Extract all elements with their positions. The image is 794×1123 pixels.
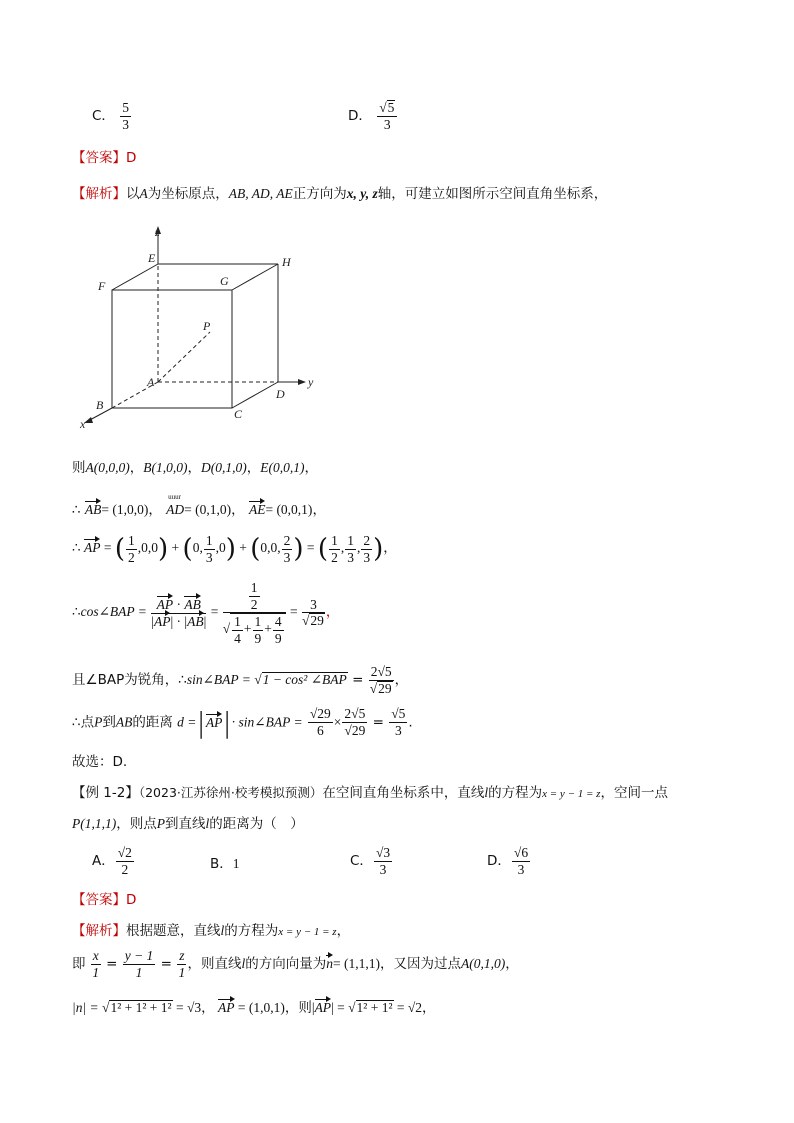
example-2-option-c: C． $\frac{√3}{3}$ xyxy=(350,845,391,877)
analysis-tag: 【解析】 xyxy=(72,186,126,202)
sin-line: 且∠BAP为锐角，∴sin∠BAP = √1 − cos² ∠BAP = $\frac{2√5}{√29}$ ， xyxy=(72,664,409,696)
option-d-label: D． xyxy=(348,108,372,125)
cos-result: $\frac{3}{√29}$ xyxy=(302,596,324,629)
example-tag: 【例 1-2】 xyxy=(72,785,139,801)
uuur-artifact: uuur xyxy=(168,493,182,501)
ap-line: ∴ AP = ( $\frac{1}{2}$ ,0,0) + (0, $\frac{1}{3}$ ,0) + (0,0, $\frac{2}{3}$ ) = ( $\frac{1}{2}$ , $\frac{1}{3}$ , $\frac{2}{3}$ )， xyxy=(72,533,397,565)
answer-value: D xyxy=(126,892,137,908)
y-arrow-icon xyxy=(298,379,306,385)
front-face xyxy=(112,290,232,408)
choose-line: 故选：D. xyxy=(72,754,128,770)
label-x: x xyxy=(80,417,86,431)
axes-list: x, y, z xyxy=(346,186,378,201)
answer-tag: 【答案】 xyxy=(72,150,126,166)
analysis-1: 【解析】以A为坐标原点，AB, AD, AE正方向为x, y, z轴，可建立如图所示空间直角坐标系， xyxy=(72,186,608,202)
example-source: （2023·江苏徐州·校考模拟预测） xyxy=(138,785,323,800)
coords-line: 则A(0,0,0)，B(1,0,0)，D(0,1,0)，E(0,0,1)， xyxy=(72,460,318,476)
segment-ap xyxy=(158,332,210,382)
edge-gh xyxy=(232,264,278,290)
label-b: B xyxy=(96,398,104,412)
answer-tag: 【答案】 xyxy=(72,892,126,908)
option-c xyxy=(92,100,132,132)
edge-fe xyxy=(112,264,158,290)
sin-result: $\frac{2√5}{√29}$ xyxy=(369,664,392,696)
option-c-label: C． xyxy=(92,108,115,125)
label-z: z xyxy=(155,225,160,239)
answer-2 xyxy=(72,888,136,908)
example-2-line-1: 【例 1-2】（2023·江苏徐州·校考模拟预测）在空间直角坐标系中，直线l的方程为x = y − 1 = z，空间一点 xyxy=(72,785,668,801)
label-y: y xyxy=(308,375,314,389)
analysis-2-line-1: 【解析】根据题意，直线l的方程为x = y − 1 = z， xyxy=(72,923,351,939)
vector-list: AB, AD, AE xyxy=(228,186,293,201)
analysis-2-line-3: |n| = √1² + 1² + 1² = √3， AP = (1,0,1)，则|AP| = √1² + 1² = √2， xyxy=(72,1000,436,1015)
label-a: A xyxy=(147,375,155,389)
example-2-option-d: D． $\frac{√6}{3}$ xyxy=(487,845,529,877)
option-d xyxy=(348,100,398,132)
example-2-option-b: B．1 xyxy=(210,856,240,872)
label-f: F xyxy=(98,279,106,293)
analysis-2-line-2: 即 $\frac{x}{1}$ = $\frac{y - 1}{1}$ = $\frac{z}{1}$ ，则直线l的方向向量为n= (1,1,1)，又因为过点A(0,1,0)， xyxy=(72,948,519,980)
x-arrow-icon xyxy=(84,417,93,423)
answer-1 xyxy=(72,146,136,166)
label-c: C xyxy=(234,407,243,421)
cos-fraction-2: $\frac{1}{2}$ √ $\frac{1}{4}$ + $\frac{1}{9}$ + $\frac{4}{9}$ xyxy=(223,580,286,646)
vectors-line: ∴ AB= (1,0,0)， uuur AD= (0,1,0)， AE= (0,0,1)， xyxy=(72,493,326,518)
answer-value: D xyxy=(126,150,137,166)
option-d-fraction: $\frac{√5}{3}$ xyxy=(377,100,397,132)
edge-cd xyxy=(232,382,278,408)
label-d: D xyxy=(276,387,285,401)
label-g: G xyxy=(220,274,229,288)
cos-line: ∴cos∠BAP = $\frac{AP \cdot AB}{|AP| \cdot |AB|}$ = $\frac{1}{2}$ √ $\frac{1}{4}$ + $\frac{1}{9}$ + $\frac{4}{9}$ = $\frac{3}{√29}$ ， xyxy=(72,580,340,646)
label-p: P xyxy=(203,319,211,333)
label-e: E xyxy=(148,251,156,265)
example-2-line-2: P(1,1,1)，则点P到直线l的距离为（ ） xyxy=(72,816,304,832)
label-h: H xyxy=(282,255,291,269)
cos-fraction-1: $\frac{AP \cdot AB}{|AP| \cdot |AB|}$ xyxy=(151,597,207,629)
example-2-option-a: A． $\frac{√2}{2}$ xyxy=(92,845,132,877)
analysis-tag: 【解析】 xyxy=(72,923,126,939)
option-c-fraction: $\frac{5}{3}$ xyxy=(122,100,129,132)
distance-line: ∴点P到AB的距离 d =|AP|· sin∠BAP = $\frac{√29}{6}$ × $\frac{2√5}{√29}$ = $\frac{√5}{3}$ . xyxy=(72,706,413,739)
cube-figure xyxy=(70,220,330,435)
